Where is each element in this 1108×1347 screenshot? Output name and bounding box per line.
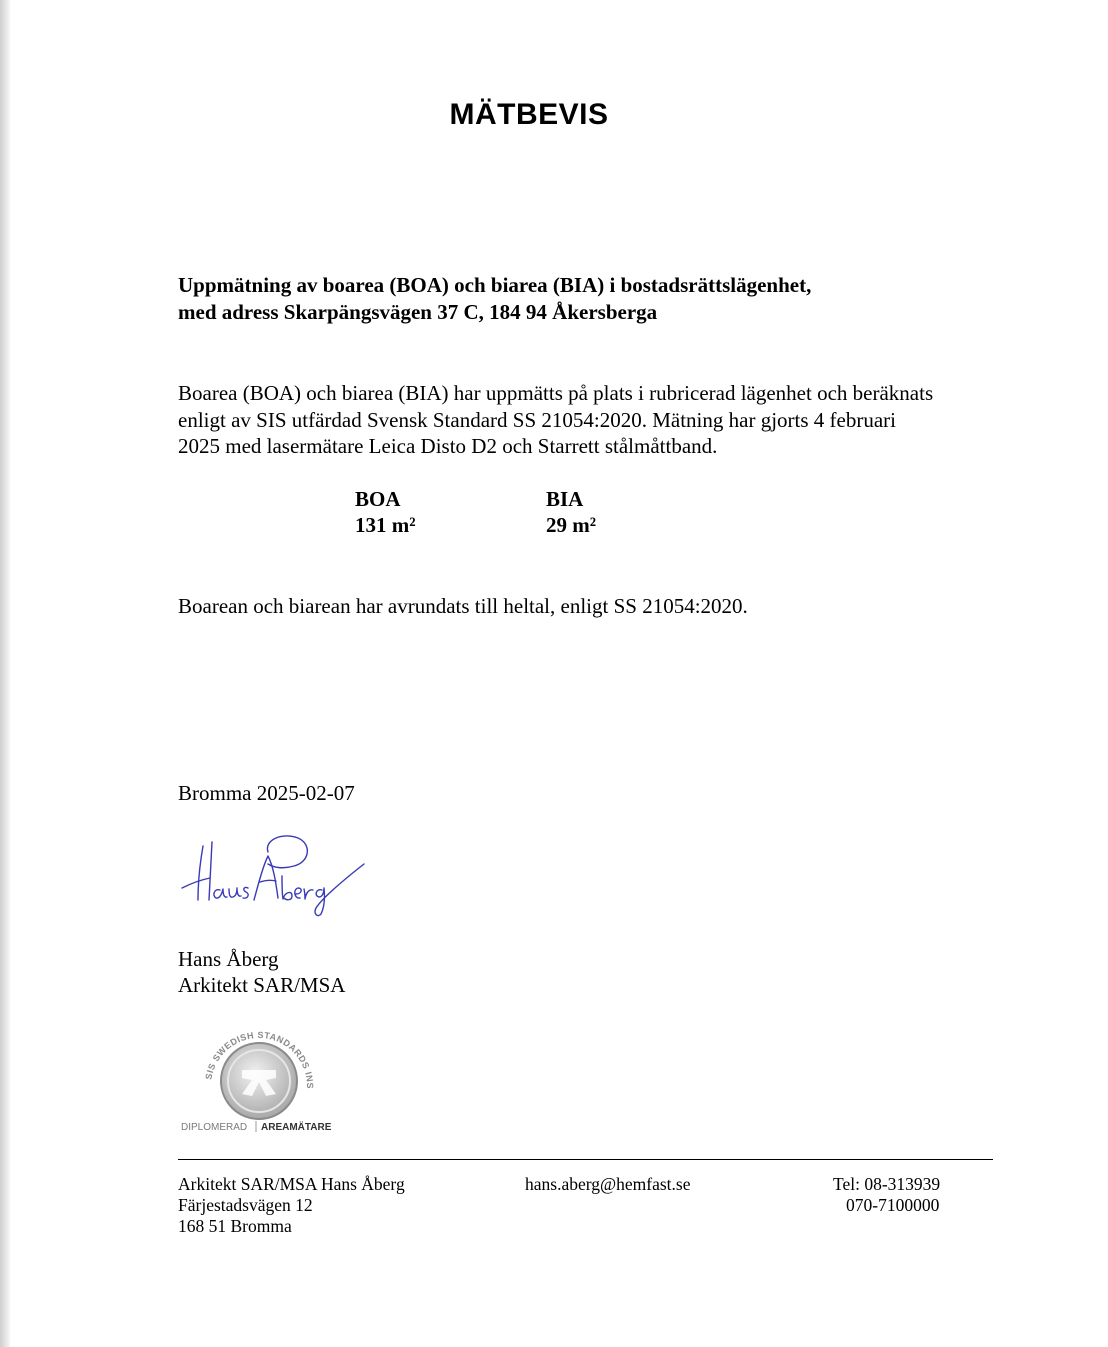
body-paragraph	[178, 380, 933, 460]
heading-line-2: med adress Skarpängsvägen 37 C, 184 94 Åkersberga	[178, 300, 658, 324]
body-line-3: 2025 med lasermätare Leica Disto D2 och Starrett stålmåttband.	[178, 434, 718, 458]
bia-value: 29 m²	[546, 513, 597, 537]
signer-block	[178, 946, 345, 998]
footer-phone-2: 070-7100000	[846, 1195, 940, 1215]
footer-phone-1: Tel: 08-313939	[833, 1174, 941, 1194]
seal-ring-text: SIS SWEDISH STANDARDS INS	[203, 1029, 316, 1090]
page-left-edge	[0, 0, 10, 1347]
document-heading	[178, 272, 811, 326]
bia-label: BIA	[546, 487, 584, 511]
boa-label: BOA	[355, 487, 401, 511]
body-line-2: enligt av SIS utfärdad Svensk Standard SS 21054:2020. Mätning har gjorts 4 februari	[178, 407, 896, 432]
boa-measurement	[355, 486, 416, 538]
signer-name: Hans Åberg	[178, 947, 279, 971]
footer-city: 168 51 Bromma	[178, 1216, 292, 1236]
bia-measurement	[546, 486, 596, 538]
footer-email: hans.aberg@hemfast.se	[525, 1174, 691, 1194]
signer-title: Arkitekt SAR/MSA	[178, 973, 346, 997]
handwritten-signature	[176, 828, 376, 928]
body-line-1: Boarea (BOA) och biarea (BIA) har uppmätts på plats i rubricerad lägenhet och beräknats	[178, 381, 934, 405]
footer-name: Arkitekt SAR/MSA Hans Åberg	[178, 1174, 405, 1194]
seal-caption-right: AREAMÄTARE	[261, 1122, 332, 1133]
footer-contact	[525, 1174, 690, 1195]
footer-address	[178, 1174, 405, 1237]
footer-phones	[833, 1174, 940, 1216]
seal-caption-left: DIPLOMERAD	[181, 1122, 248, 1133]
document-title: MÄTBEVIS	[449, 98, 609, 131]
sis-seal	[178, 1024, 348, 1141]
footer-street: Färjestadsvägen 12	[178, 1195, 313, 1215]
place-date: Bromma 2025-02-07	[178, 781, 355, 805]
footer-divider	[178, 1159, 993, 1160]
boa-value: 131 m²	[355, 513, 416, 537]
rounding-note: Boarean och biarean har avrundats till heltal, enligt SS 21054:2020.	[178, 594, 748, 618]
heading-line-1: Uppmätning av boarea (BOA) och biarea (BIA) i bostadsrättslägenhet,	[178, 273, 812, 297]
